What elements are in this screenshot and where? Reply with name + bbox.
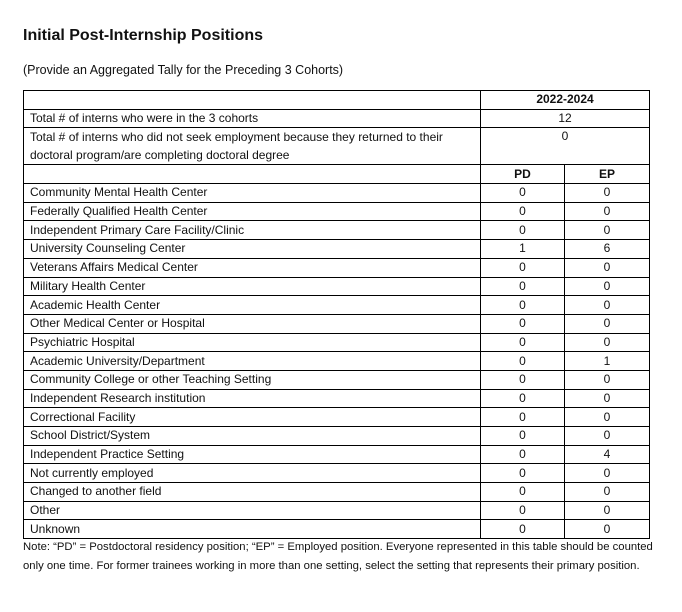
setting-label: School District/System [24, 427, 481, 446]
ep-count: 0 [565, 296, 650, 315]
table-row [24, 221, 650, 240]
setting-label: University Counseling Center [24, 240, 481, 259]
pd-count: 0 [481, 296, 565, 315]
ep-count: 0 [565, 520, 650, 539]
table-row [24, 427, 650, 446]
table-row [24, 352, 650, 371]
pd-count: 0 [481, 184, 565, 203]
column-header-blank [24, 165, 481, 184]
table-row [24, 501, 650, 520]
table-row [24, 277, 650, 296]
setting-label: Changed to another field [24, 483, 481, 502]
setting-label: Academic Health Center [24, 296, 481, 315]
table-row [24, 258, 650, 277]
pd-count: 0 [481, 221, 565, 240]
setting-label: Academic University/Department [24, 352, 481, 371]
pd-count: 0 [481, 520, 565, 539]
total-interns-row [24, 109, 650, 128]
ep-count: 0 [565, 464, 650, 483]
column-header-ep: EP [565, 165, 650, 184]
ep-count: 0 [565, 483, 650, 502]
no-employment-label: Total # of interns who did not seek employment because they returned to their doctoral program/are completing doctoral degree [24, 128, 481, 165]
pd-count: 0 [481, 408, 565, 427]
table-row [24, 314, 650, 333]
setting-label: Other Medical Center or Hospital [24, 314, 481, 333]
pd-count: 0 [481, 314, 565, 333]
period-header-row [24, 91, 650, 110]
ep-count: 0 [565, 501, 650, 520]
setting-label: Community Mental Health Center [24, 184, 481, 203]
no-employment-row [24, 128, 650, 165]
ep-count: 0 [565, 408, 650, 427]
ep-count: 0 [565, 202, 650, 221]
setting-label: Other [24, 501, 481, 520]
setting-label: Independent Primary Care Facility/Clinic [24, 221, 481, 240]
page-title: Initial Post-Internship Positions [23, 27, 264, 44]
pd-count: 0 [481, 501, 565, 520]
table-note: Note: “PD” = Postdoctoral residency position; “EP” = Employed position. Everyone represented in this table should be counted only one time. For former trainees working in more than one setting, select the setting that represents their primary position. [23, 541, 653, 572]
table-row [24, 389, 650, 408]
column-header-pd: PD [481, 165, 565, 184]
ep-count: 0 [565, 370, 650, 389]
column-header-row [24, 165, 650, 184]
ep-count: 0 [565, 221, 650, 240]
pd-count: 0 [481, 445, 565, 464]
pd-count: 0 [481, 333, 565, 352]
ep-count: 1 [565, 352, 650, 371]
pd-count: 0 [481, 202, 565, 221]
pd-count: 1 [481, 240, 565, 259]
pd-count: 0 [481, 389, 565, 408]
ep-count: 0 [565, 389, 650, 408]
pd-count: 0 [481, 464, 565, 483]
table-row [24, 184, 650, 203]
setting-label: Veterans Affairs Medical Center [24, 258, 481, 277]
pd-count: 0 [481, 352, 565, 371]
pd-count: 0 [481, 277, 565, 296]
table-row [24, 296, 650, 315]
pd-count: 0 [481, 258, 565, 277]
table-row [24, 520, 650, 539]
page-subtitle: (Provide an Aggregated Tally for the Preceding 3 Cohorts) [23, 63, 344, 77]
table-row [24, 464, 650, 483]
table-row [24, 202, 650, 221]
positions-table [23, 90, 650, 539]
ep-count: 0 [565, 277, 650, 296]
setting-label: Unknown [24, 520, 481, 539]
ep-count: 0 [565, 427, 650, 446]
total-interns-label: Total # of interns who were in the 3 cohorts [24, 109, 481, 128]
setting-label: Independent Research institution [24, 389, 481, 408]
pd-count: 0 [481, 370, 565, 389]
ep-count: 0 [565, 184, 650, 203]
ep-count: 6 [565, 240, 650, 259]
ep-count: 0 [565, 333, 650, 352]
table-row [24, 333, 650, 352]
table-row [24, 483, 650, 502]
ep-count: 0 [565, 314, 650, 333]
no-employment-value: 0 [481, 128, 650, 165]
total-interns-value: 12 [481, 109, 650, 128]
table-row [24, 408, 650, 427]
period-header: 2022-2024 [481, 91, 650, 110]
setting-label: Psychiatric Hospital [24, 333, 481, 352]
setting-label: Independent Practice Setting [24, 445, 481, 464]
positions-table-body [24, 91, 650, 539]
period-header-blank [24, 91, 481, 110]
pd-count: 0 [481, 427, 565, 446]
table-row [24, 370, 650, 389]
setting-label: Military Health Center [24, 277, 481, 296]
pd-count: 0 [481, 483, 565, 502]
table-row [24, 445, 650, 464]
setting-label: Federally Qualified Health Center [24, 202, 481, 221]
setting-label: Correctional Facility [24, 408, 481, 427]
setting-label: Not currently employed [24, 464, 481, 483]
ep-count: 4 [565, 445, 650, 464]
table-row [24, 240, 650, 259]
ep-count: 0 [565, 258, 650, 277]
setting-label: Community College or other Teaching Setting [24, 370, 481, 389]
